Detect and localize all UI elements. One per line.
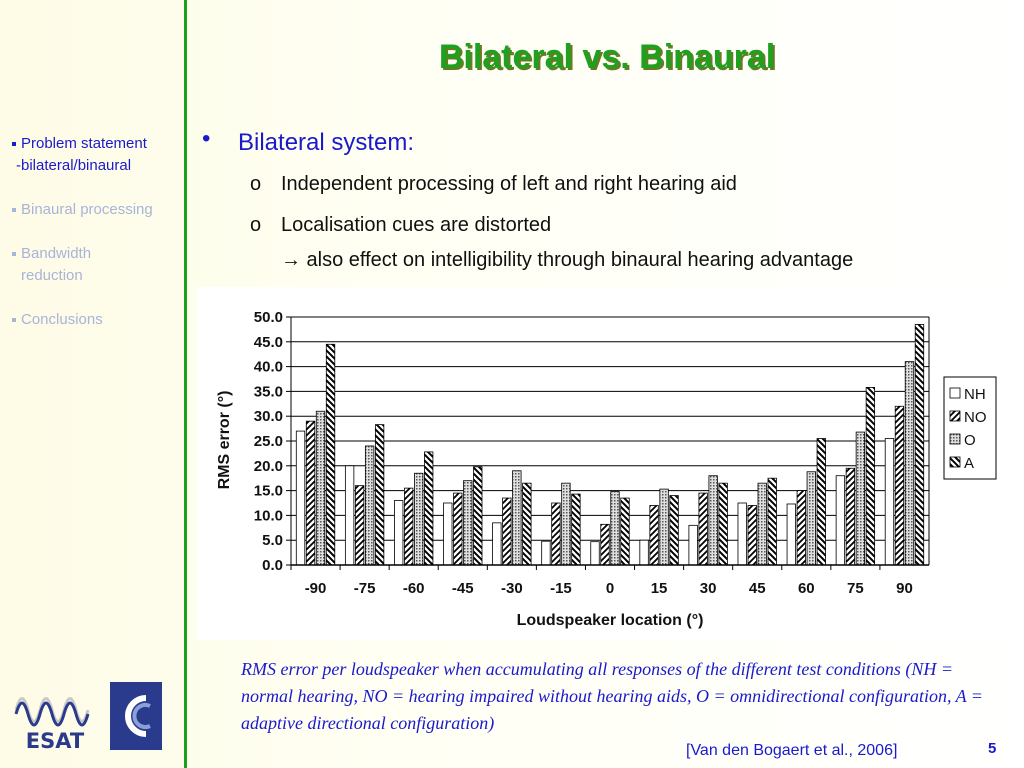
y-tick-label: 0.0 <box>262 557 283 574</box>
bar-no <box>748 505 757 565</box>
bar-a <box>424 452 433 565</box>
sub-bullet-marker: o <box>250 214 262 236</box>
chart-legend <box>944 377 996 479</box>
bar-a <box>523 483 532 565</box>
esat-logo-text: ESAT <box>25 729 85 752</box>
x-tick-label: 15 <box>650 580 668 597</box>
sub-bullet-2-continuation: → also effect on intelligibility through binaural hearing advantage <box>281 249 854 271</box>
c-logo-icon <box>110 682 162 750</box>
bar-no <box>454 493 463 565</box>
x-axis-label: Loudspeaker location (°) <box>516 612 704 629</box>
bar-no <box>895 406 904 565</box>
bullet-dot-icon: • <box>202 125 211 152</box>
square-bullet-icon <box>12 318 16 322</box>
bar-o <box>660 489 669 565</box>
bar-nh <box>787 504 796 565</box>
legend-swatch-o <box>950 434 960 444</box>
legend-swatch-a <box>950 457 960 467</box>
x-tick-label: 45 <box>748 580 766 597</box>
nav-item-label: Binaural processing <box>21 201 153 218</box>
bar-o <box>464 481 473 565</box>
y-tick-label: 45.0 <box>253 333 283 351</box>
sidebar-nav <box>10 133 182 353</box>
bar-o <box>562 483 571 565</box>
nav-item-label: Conclusions <box>21 311 103 328</box>
bar-no <box>503 498 512 565</box>
nav-item-label: Bandwidth <box>21 245 92 262</box>
x-tick-label: -75 <box>353 580 376 597</box>
bar-a <box>670 496 679 565</box>
bar-nh <box>542 541 551 565</box>
bar-nh <box>591 542 600 565</box>
bar-o <box>905 362 914 565</box>
nav-item-sublabel: -bilateral/binaural <box>16 157 132 174</box>
bar-no <box>601 524 610 565</box>
sub-bullet-text: Independent processing of left and right hearing aid <box>281 173 737 195</box>
bar-o <box>513 471 522 565</box>
bar-a <box>572 494 581 565</box>
y-tick-label: 25.0 <box>253 433 283 450</box>
bar-o <box>365 446 374 565</box>
slide-title: Bilateral vs. Binaural <box>438 38 776 76</box>
bar-no <box>650 505 659 565</box>
nav-item-label: Problem statement <box>21 135 147 152</box>
legend-swatch-nh <box>950 388 960 398</box>
y-tick-labels <box>254 309 283 574</box>
bar-nh <box>444 503 453 565</box>
bar-nh <box>345 466 354 565</box>
sub-bullet-text: Localisation cues are distorted <box>281 214 552 236</box>
bar-nh <box>394 501 403 565</box>
x-tick-labels <box>305 580 913 597</box>
bar-no <box>404 488 413 565</box>
bars <box>291 324 929 565</box>
bar-a <box>768 478 777 565</box>
y-tick-label: 10.0 <box>253 507 283 525</box>
x-tick-label: -45 <box>451 580 474 597</box>
square-bullet-icon <box>12 252 16 256</box>
y-tick-label: 40.0 <box>253 358 283 376</box>
bar-o <box>758 483 767 565</box>
bar-no <box>306 421 315 565</box>
x-tick-label: 0 <box>605 580 615 597</box>
bar-o <box>856 432 865 565</box>
bar-a <box>817 439 826 565</box>
bar-nh <box>836 476 845 565</box>
bar-nh <box>885 439 894 565</box>
bar-o <box>414 473 423 565</box>
legend-label-no: NO <box>964 409 987 426</box>
x-tick-label: 30 <box>699 580 717 597</box>
bar-nh <box>493 523 502 565</box>
square-bullet-icon <box>12 208 16 212</box>
x-tick-label: -30 <box>501 580 523 597</box>
nav-item-bandwidth-reduction[interactable] <box>10 243 182 287</box>
x-tick-label: 75 <box>847 580 864 597</box>
y-tick-label: 35.0 <box>253 383 283 401</box>
bar-a <box>621 498 630 565</box>
legend-swatch-no <box>950 411 960 421</box>
bar-a <box>866 387 875 565</box>
bar-nh <box>296 431 305 565</box>
bar-nh <box>640 540 649 565</box>
square-bullet-icon <box>12 142 16 146</box>
bar-chart <box>197 287 1014 640</box>
nav-item-sublabel: reduction <box>21 267 83 284</box>
legend-label-o: O <box>964 432 976 449</box>
nav-item-conclusions[interactable] <box>10 309 182 331</box>
x-tick-label: -15 <box>550 580 572 597</box>
y-tick-label: 50.0 <box>253 309 283 326</box>
y-tick-label: 30.0 <box>253 408 283 426</box>
y-tick-label: 20.0 <box>253 457 283 475</box>
sidebar-divider <box>184 0 187 768</box>
bar-no <box>355 486 364 565</box>
bar-nh <box>738 503 747 565</box>
nav-item-problem-statement[interactable] <box>10 133 182 177</box>
x-tick-label: -90 <box>304 580 327 597</box>
bar-a <box>326 344 335 565</box>
esat-logo <box>14 682 96 752</box>
bar-no <box>699 493 708 565</box>
y-tick-label: 5.0 <box>262 532 283 550</box>
bar-no <box>846 468 855 565</box>
bar-nh <box>689 525 698 565</box>
bar-o <box>611 492 620 565</box>
chart-panel <box>197 287 1014 640</box>
legend-label-nh: NH <box>964 386 986 403</box>
x-tick-label: -60 <box>402 580 425 597</box>
bar-a <box>474 467 483 565</box>
y-tick-label: 15.0 <box>253 482 283 500</box>
bar-a <box>719 483 728 565</box>
figure-caption: RMS error per loudspeaker when accumulating all responses of the different test conditions (NH = normal hearing, NO = hearing impaired without hearing aids, O = omnidirectional configuration, A = adaptive directional configuration) <box>241 659 983 733</box>
bar-o <box>316 411 325 565</box>
x-tick-label: 60 <box>797 580 815 597</box>
bar-o <box>709 476 718 565</box>
citation: [Van den Bogaert et al., 2006] <box>686 742 898 759</box>
legend-label-a: A <box>964 455 975 472</box>
nav-item-binaural-processing[interactable] <box>10 199 182 221</box>
page-number: 5 <box>988 740 997 757</box>
x-tick-label: 90 <box>896 580 913 597</box>
bar-o <box>807 472 816 565</box>
main-bullet-text: Bilateral system: <box>238 129 415 156</box>
bar-no <box>552 503 561 565</box>
bar-no <box>797 491 806 565</box>
bar-a <box>375 425 384 565</box>
bar-a <box>915 324 924 565</box>
y-axis-label: RMS error (°) <box>216 390 233 490</box>
sub-bullet-marker: o <box>250 173 262 195</box>
